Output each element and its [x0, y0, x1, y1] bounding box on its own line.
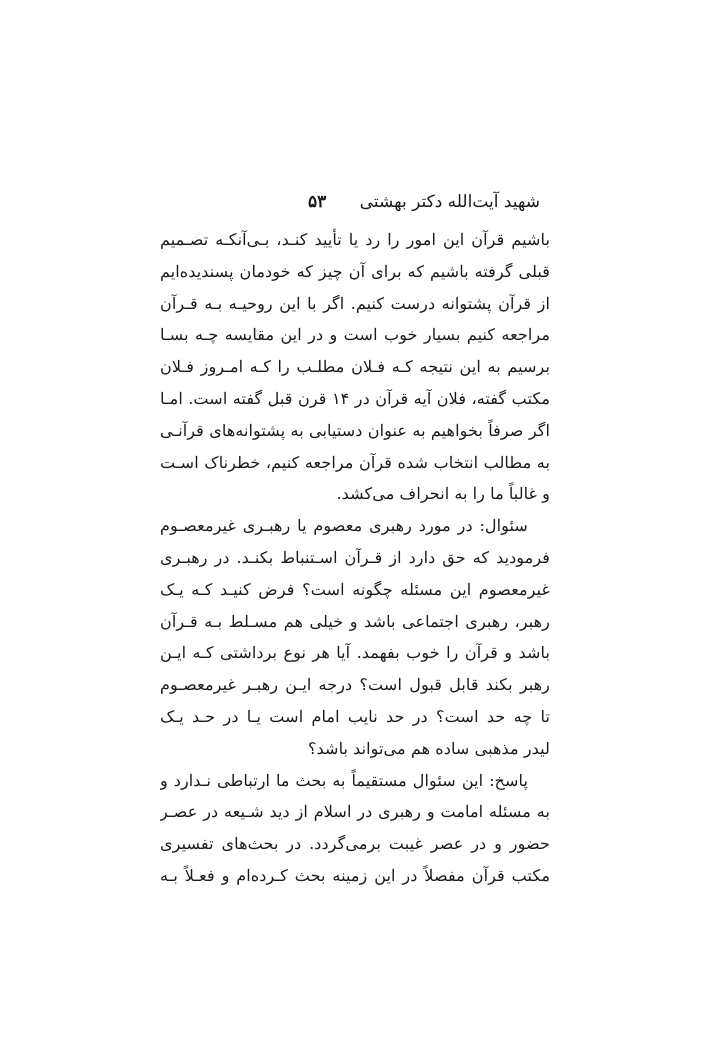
- body-text: [160, 224, 550, 892]
- text-line: مکتب قرآن مفصلاً در این زمینه بحث کـرده‌ام و فعـلاً بـه: [160, 865, 550, 885]
- text-line: غیرمعصوم این مسئله چگونه است؟ فرض کنیـد کـه یـک: [160, 579, 550, 599]
- text-line: مراجعه کنیم بسیار خوب است و در این مقایسه چـه بسـا: [160, 325, 550, 345]
- text-line: باشد و قرآن را خوب بفهمد. آیا هر نوع برداشتی کـه ایـن: [160, 643, 550, 663]
- text-line: تا چه حد است؟ در حد نایب امام است یـا در حـد یـک: [160, 706, 550, 726]
- text-line: لیدر مذهبی ساده هم می‌تواند باشد؟: [307, 738, 550, 758]
- running-title: شهید آیت‌الله دکتر بهشتی: [359, 192, 540, 212]
- text-line: از قرآن پشتوانه درست کنیم. اگر با این روحیـه بـه قـرآن: [160, 293, 550, 313]
- text-line: و غالباً ما را به انحراف می‌کشد.: [336, 484, 550, 504]
- text-line: فرمودید که حق دارد از قـرآن اسـتنباط بکنـد. در رهبـری: [160, 547, 550, 567]
- text-line: مکتب گفته، فلان آیه قرآن در ۱۴ قرن قبل گفته است. امـا: [160, 388, 550, 408]
- text-line: باشیم قرآن این امور را رد یا تأیید کنـد، بـی‌آنکـه تصـمیم: [160, 230, 550, 249]
- answer-paragraph-start: پاسخ: این سئوال مستقیماً به بحث ما ارتباطی نـدارد و: [160, 770, 528, 790]
- page-header: [160, 190, 540, 214]
- text-line: اگر صرفاً بخواهیم به عنوان دستیابی به پشتوانه‌های قرآنـی: [160, 420, 550, 440]
- text-line: رهبر بکند قابل قبول است؟ درجه ایـن رهبـر غیرمعصـوم: [160, 675, 550, 695]
- text-line: حضور و در عصر غیبت برمی‌گردد. در بحث‌های تفسیری: [160, 834, 550, 854]
- question-paragraph-start: سئوال: در مورد رهبری معصوم یا رهبـری غیرمعصـوم: [160, 516, 528, 536]
- text-line: قبلی گرفته باشیم که برای آن چیز که خودمان پسندیده‌ایم: [160, 261, 550, 281]
- page-number: ۵۳: [307, 192, 327, 212]
- text-line: به مطالب انتخاب شده قرآن مراجعه کنیم، خطرناک اسـت: [160, 452, 550, 472]
- text-line: برسیم به این نتیجه کـه فـلان مطلـب را کـه امـروز فـلان: [160, 357, 550, 377]
- text-line: به مسئله امامت و رهبری در اسلام از دید شـیعه در عصـر: [160, 802, 550, 822]
- text-line: رهبر، رهبری اجتماعی باشد و خیلی هم مسـلط بـه قـرآن: [160, 611, 550, 631]
